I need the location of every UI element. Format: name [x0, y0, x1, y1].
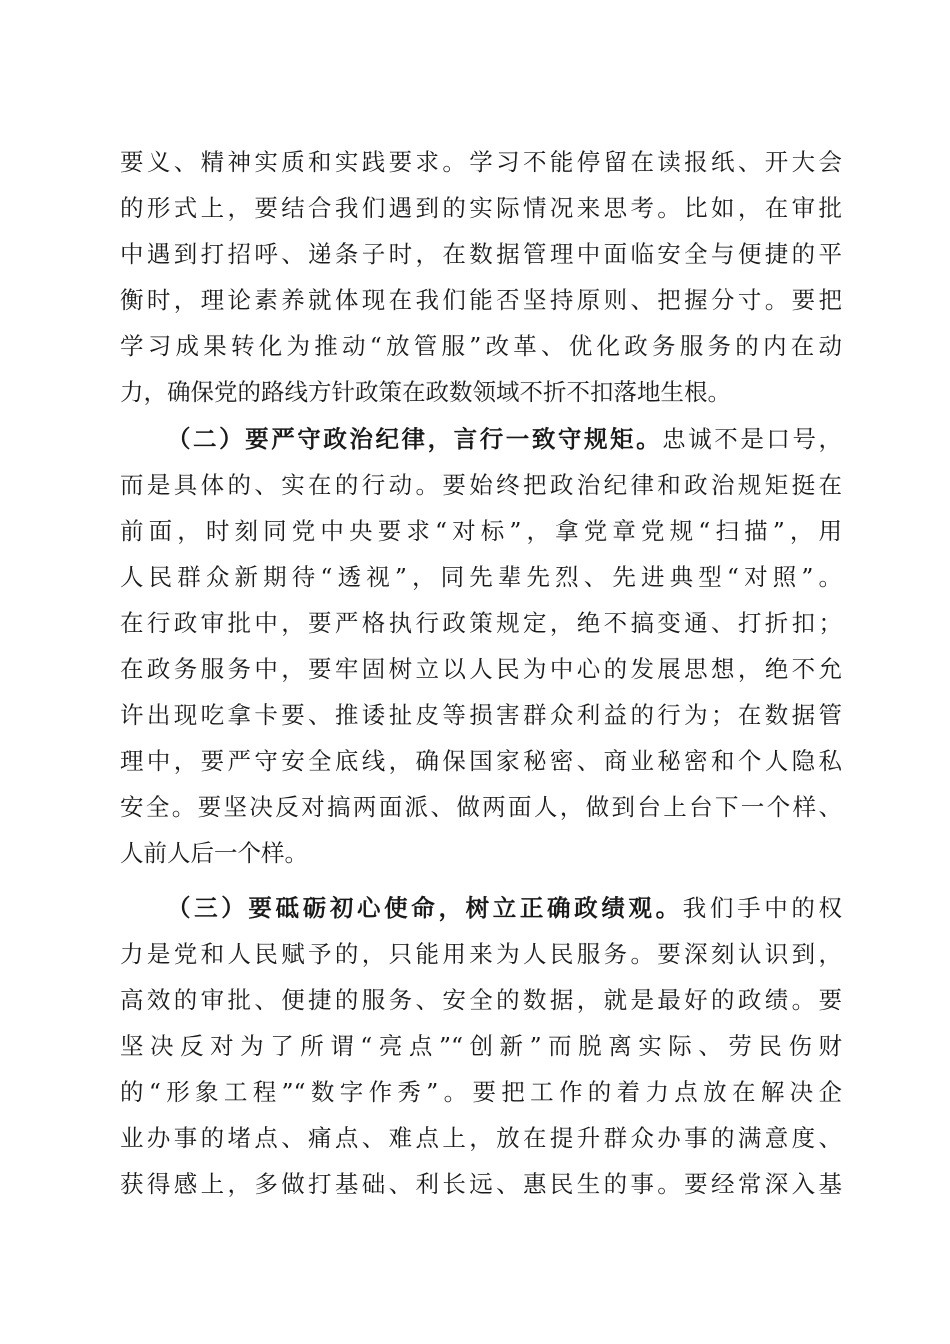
paragraph-2-line: 安全。要坚决反对搞两面派、做两面人，做到台上台下一个样、 [120, 793, 842, 822]
paragraph-2-line: 在行政审批中，要严格执行政策规定，绝不搞变通、打折扣； [120, 608, 842, 637]
paragraph-3-line: 业办事的堵点、痛点、难点上，放在提升群众办事的满意度、 [120, 1123, 842, 1152]
paragraph-2-lead-text: 忠诚不是口号， [662, 424, 843, 453]
paragraph-2-line: 人民群众新期待“透视”，同先辈先烈、先进典型“对照”。 [120, 562, 842, 591]
paragraph-1-line: 学习成果转化为推动“放管服”改革、优化政务服务的内在动 [120, 332, 842, 361]
paragraph-2-line: 人前人后一个样。 [120, 839, 308, 868]
paragraph-2-line: 在政务服务中，要牢固树立以人民为中心的发展思想，绝不允 [120, 655, 842, 684]
section-heading-2: （二）要严守政治纪律，言行一致守规矩。 [167, 424, 663, 453]
paragraph-3-line: 的“形象工程”“数字作秀”。要把工作的着力点放在解决企 [120, 1077, 842, 1106]
paragraph-3-lead-text: 我们手中的权 [682, 893, 843, 922]
paragraph-2-first-line [120, 416, 842, 462]
paragraph-3-line: 高效的审批、便捷的服务、安全的数据，就是最好的政绩。要 [120, 985, 842, 1014]
paragraph-1-line: 衡时，理论素养就体现在我们能否坚持原则、把握分寸。要把 [120, 286, 842, 315]
paragraph-3-line: 坚决反对为了所谓“亮点”“创新”而脱离实际、劳民伤财 [120, 1031, 842, 1060]
paragraph-2-line: 前面，时刻同党中央要求“对标”，拿党章党规“扫描”，用 [120, 516, 842, 545]
paragraph-3-line: 力是党和人民赋予的，只能用来为人民服务。要深刻认识到， [120, 939, 842, 968]
paragraph-1-line: 力，确保党的路线方针政策在政数领域不折不扣落地生根。 [120, 378, 731, 407]
paragraph-3-first-line [120, 885, 842, 931]
body-text [120, 139, 842, 1207]
paragraph-1-line: 中遇到打招呼、递条子时，在数据管理中面临安全与便捷的平 [120, 240, 842, 269]
paragraph-2-line: 理中，要严守安全底线，确保国家秘密、商业秘密和个人隐私 [120, 747, 842, 776]
paragraph-1-line: 的形式上，要结合我们遇到的实际情况来思考。比如，在审批 [120, 194, 842, 223]
paragraph-2-line: 而是具体的、实在的行动。要始终把政治纪律和政治规矩挺在 [120, 470, 842, 499]
paragraph-3-line: 获得感上，多做打基础、利长远、惠民生的事。要经常深入基 [120, 1170, 842, 1199]
section-heading-3: （三）要砥砺初心使命，树立正确政绩观。 [167, 893, 683, 922]
paragraph-1-line: 要义、精神实质和实践要求。学习不能停留在读报纸、开大会 [120, 148, 842, 176]
paragraph-2-line: 许出现吃拿卡要、推诿扯皮等损害群众利益的行为；在数据管 [120, 701, 842, 730]
